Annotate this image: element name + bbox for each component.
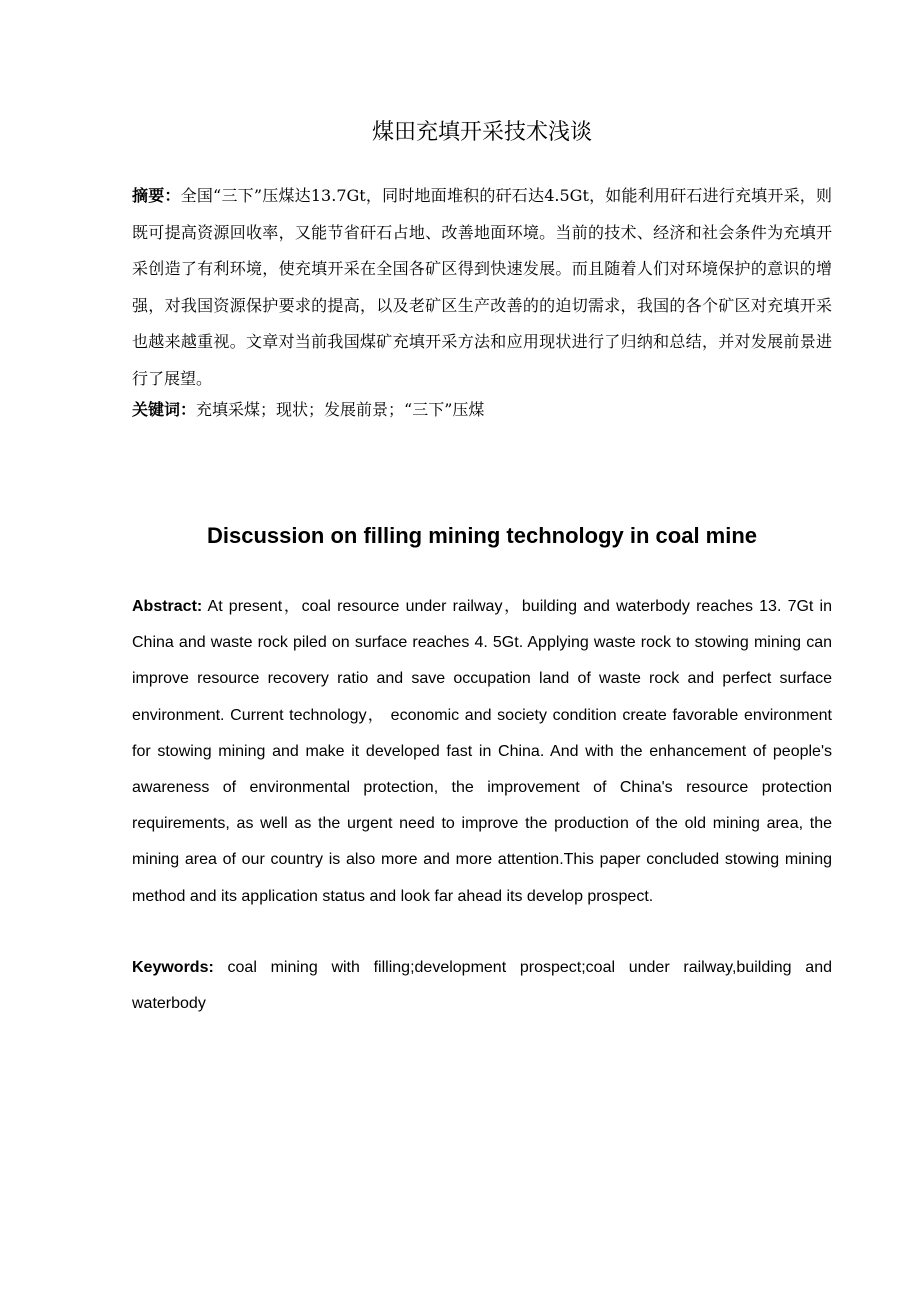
chinese-title: 煤田充填开采技术浅谈 bbox=[371, 120, 592, 145]
english-abstract bbox=[132, 589, 832, 915]
chinese-keywords-label: 关键词： bbox=[132, 400, 197, 419]
english-title: Discussion on filling mining technology in coal mine bbox=[206, 523, 758, 548]
english-keywords-label: Keywords: bbox=[132, 959, 214, 976]
english-abstract-text: At present，coal resource under railway，building and waterbody reaches 13. 7Gt in China and waste rock piled on surface reaches 4. 5Gt. Applying waste rock to stowing mining can improve resource recovery ratio and save occupation land of waste rock and perfect surface environment. Current technology， economic and society condition create favorable environment for stowing mining and make it developed fast in China. And with the enhancement of people's awareness of environmental protection, the improvement of China's resource protection requirements, as well as the urgent need to improve the production of the old mining area, the mining area of our country is also more and more attention.This paper concluded stowing mining method and its application status and look far ahead its develop prospect. bbox=[132, 598, 832, 905]
english-keywords-text: coal mining with filling;development prospect;coal under railway,building and waterbody bbox=[132, 959, 832, 1013]
english-keywords bbox=[132, 950, 832, 1022]
chinese-abstract-text: 全国“三下”压煤达13.7Gt，同时地面堆积的矸石达4.5Gt，如能利用矸石进行充填开采，则既可提高资源回收率，又能节省矸石占地、改善地面环境。当前的技术、经济和社会条件为充填开采创造了有利环境，使充填开采在全国各矿区得到快速发展。而且随着人们对环境保护的意识的增强，对我国资源保护要求的提高，以及老矿区生产改善的的迫切需求，我国的各个矿区对充填开采也越来越重视。文章对当前我国煤矿充填开采方法和应用现状进行了归纳和总结，并对发展前景进行了展望。 bbox=[132, 186, 832, 388]
chinese-abstract bbox=[132, 178, 832, 397]
english-abstract-label: Abstract: bbox=[132, 598, 203, 615]
chinese-keywords bbox=[132, 394, 832, 426]
chinese-abstract-label: 摘要： bbox=[132, 186, 181, 205]
chinese-keywords-text: 充填采煤；现状；发展前景；“三下”压煤 bbox=[196, 400, 485, 419]
